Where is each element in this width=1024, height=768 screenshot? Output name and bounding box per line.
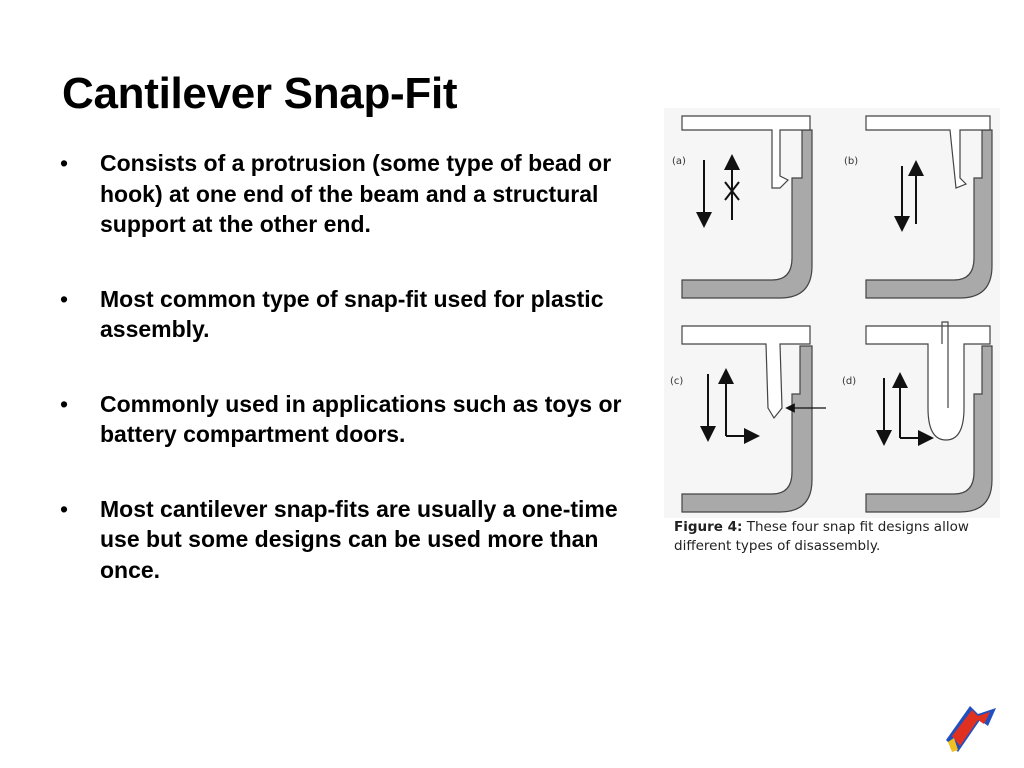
arrow-logo-icon (942, 700, 998, 754)
bullet-glyph: • (60, 150, 69, 176)
slide-title: Cantilever Snap-Fit (62, 69, 458, 118)
panel-b-label: (b) (844, 156, 859, 167)
bullet-glyph: • (60, 390, 69, 417)
figure-caption (674, 518, 1004, 556)
caption-label: Figure 4: (674, 519, 743, 535)
bullet-text: Most common type of snap-fit used for plastic assembly. (100, 285, 604, 342)
bullet-item (58, 389, 658, 450)
panel-c-label: (c) (670, 376, 684, 387)
bullet-glyph: • (60, 285, 69, 312)
panel-d-label: (d) (842, 376, 857, 387)
snap-fit-figure (664, 108, 1000, 558)
bullet-text: Commonly used in applications such as toys or battery compartment doors. (100, 390, 622, 447)
bullet-list (58, 148, 658, 629)
bullet-text: Consists of a protrusion (some type of bead or hook) at one end of the beam and a structural support at the other end. (100, 150, 612, 237)
bullet-text: Most cantilever snap-fits are usually a one-time use but some designs can be used more than once. (100, 495, 618, 583)
bullet-item (58, 148, 658, 240)
panel-a-label: (a) (672, 156, 686, 167)
bullet-glyph: • (60, 495, 69, 522)
bullet-item (58, 494, 658, 586)
caption-text: These four snap fit designs allow different types of disassembly. (674, 519, 969, 554)
bullet-item (58, 284, 658, 345)
snap-fit-diagram (664, 108, 1000, 518)
